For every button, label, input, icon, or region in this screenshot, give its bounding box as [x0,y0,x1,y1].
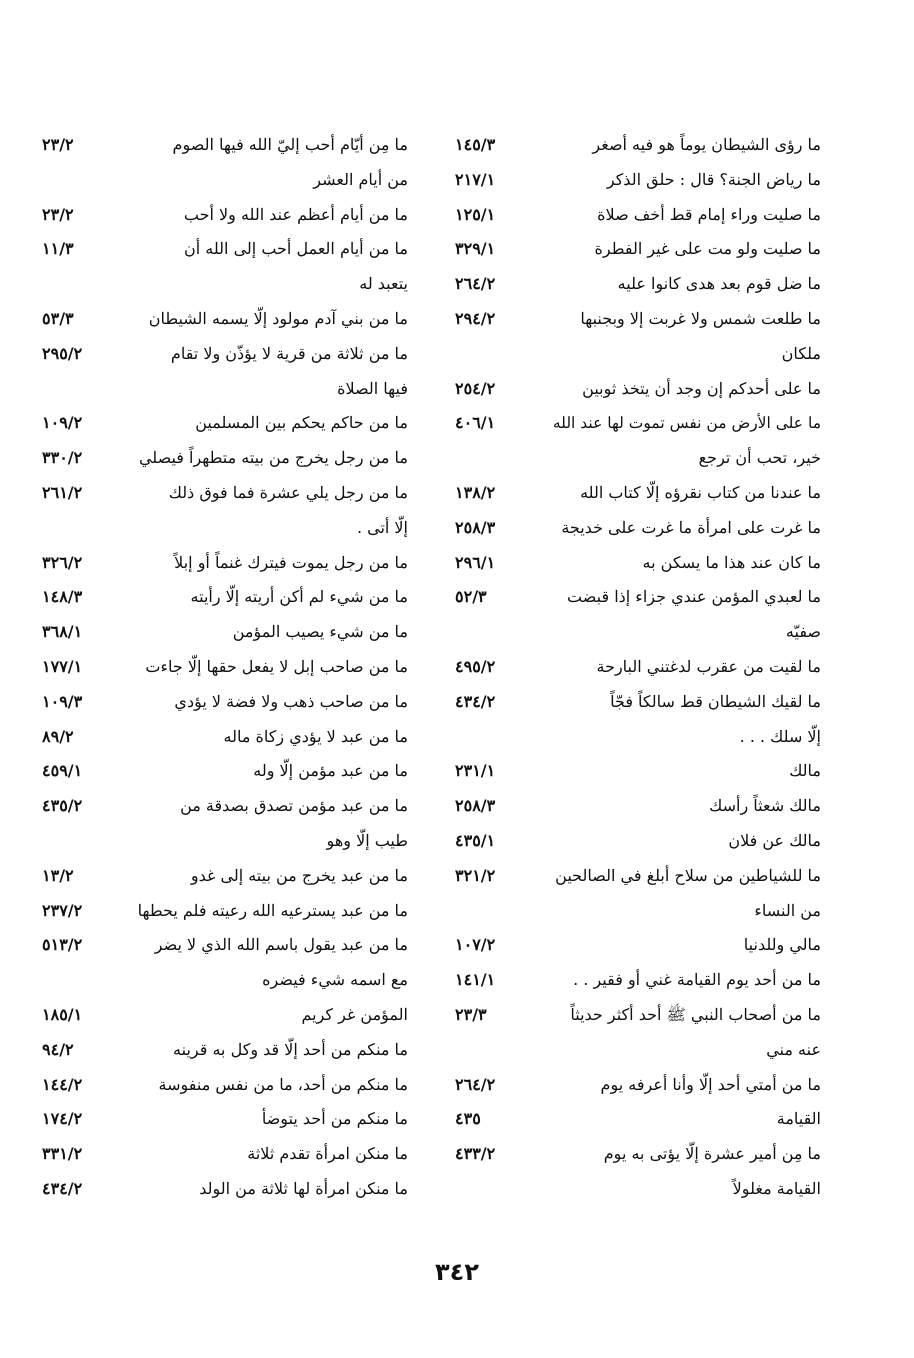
entry-reference: ١٣٨/٢ [455,482,496,502]
index-entry [42,1102,408,1137]
index-entry [42,163,408,198]
entry-reference: ٢٥٨/٣ [455,796,496,816]
index-entry [455,1102,821,1137]
index-entry [42,1137,408,1172]
right-column [455,128,821,1207]
entry-text: ما من صاحب ذهب ولا فضة لا يؤدي [174,691,408,711]
entry-reference: ١٧٧/١ [42,656,83,676]
entry-text: ما من صاحب إبل لا يفعل حقها إلّا جاءت [145,656,408,676]
entry-text: مالي وللدنيا [743,935,821,955]
index-entry [42,824,408,859]
index-entry [455,824,821,859]
index-entry [42,580,408,615]
entry-text: فيها الصلاة [337,378,408,398]
entry-text: ما مِن أيّام أحب إليّ الله فيها الصوم [172,135,408,154]
entry-reference: ١٤٨/٣ [42,587,83,607]
entry-text: ما من عبد يسترعيه الله رعيته فلم يحطها [137,900,408,920]
index-entry [455,1172,821,1207]
index-entry [455,789,821,824]
entry-text: ما كان عند هذا ما يسكن به [642,552,821,572]
index-entry [455,650,821,685]
index-entry [42,337,408,372]
index-entry [42,1172,408,1207]
entry-text: ما من حاكم يحكم بين المسلمين [195,413,408,433]
index-entry [455,963,821,998]
index-entry [42,372,408,407]
index-entry [42,894,408,929]
entry-reference: ٢٥٨/٣ [455,517,496,537]
index-entry [455,1137,821,1172]
entry-text: ما من أيام العمل أحب إلى الله أن [184,239,408,259]
entry-text: ما رؤى الشيطان يوماً هو فيه أصغر [592,135,821,154]
entry-text: ما عندنا من كتاب نقرؤه إلّا كتاب الله [580,482,821,502]
entry-reference: ١٧٤/٢ [42,1109,83,1129]
entry-text: ما صليت وراء إمام قط أخف صلاة [597,204,821,224]
index-entry [455,406,821,441]
entry-text: ما من عبد مؤمن تصدق بصدقة من [180,796,408,816]
index-entry [42,720,408,755]
index-entry [42,406,408,441]
entry-reference: ٥٢/٣ [455,587,487,607]
entry-reference: ٢٣٧/٢ [42,900,83,920]
entry-reference: ٣٢١/٢ [455,865,496,885]
index-entry [42,1068,408,1103]
entry-text: ما منكم من أحد يتوضأ [261,1109,408,1129]
entry-text: ما من أمتي أحد إلّا وأنا أعرفه يوم [600,1074,821,1094]
index-entry [455,580,821,615]
entry-text: ما منكن امرأة لها ثلاثة من الولد [199,1178,408,1198]
entry-reference: ٢٣/٢ [42,135,74,154]
entry-text: ما من أيام أعظم عند الله ولا أحب [183,204,408,224]
entry-text: إلّا أتى . [356,517,408,537]
entry-text: ما رياض الجنة؟ قال : حلق الذكر [606,169,821,189]
index-entry [455,615,821,650]
index-entry [42,441,408,476]
index-entry [455,928,821,963]
index-entry [42,685,408,720]
entry-reference: ٢٥٤/٢ [455,378,496,398]
entry-reference: ٤٣٤/٢ [455,691,496,711]
entry-text: ما لقيك الشيطان قط سالكاً فجّاً [610,691,821,711]
entry-reference: ٣٦٨/١ [42,622,83,642]
index-entry [42,546,408,581]
entry-reference: ١٠٧/٢ [455,935,496,955]
entry-text: ما من عبد لا يؤدي زكاة ماله [223,726,408,746]
entry-text: ما صليت ولو مت على غير الفطرة [594,239,821,259]
entry-text: المؤمن غر كريم [301,1004,408,1024]
index-entry [42,928,408,963]
entry-text: ما من رجل يموت فيترك غنماً أو إبلاً [174,552,408,572]
index-entry [42,998,408,1033]
index-entry [455,302,821,337]
index-entry [42,128,408,163]
index-entry [42,754,408,789]
page-number: ٣٤٢ [435,1258,479,1286]
entry-text: مالك [789,761,821,781]
entry-reference: ٣٣١/٢ [42,1144,83,1164]
entry-text: ما من ثلاثة من قرية لا يؤذّن ولا تقام [170,343,408,363]
entry-reference: ٢٣/٣ [455,1004,487,1024]
entry-text: يتعبد له [359,274,408,294]
entry-text: ما من شيء يصيب المؤمن [232,622,408,642]
entry-text: خير، تحب أن ترجع [698,448,821,468]
entry-reference: ٥٣/٣ [42,308,74,328]
entry-reference: ٢٣١/١ [455,761,496,781]
entry-reference: ١٤٥/٣ [455,135,496,154]
entry-reference: ٢٣/٢ [42,204,74,224]
index-entry [455,441,821,476]
entry-reference: ٤٥٩/١ [42,761,83,781]
entry-text: ما منكم من أحد، ما من نفس منفوسة [158,1074,408,1094]
index-entry [42,615,408,650]
entry-text: مع اسمه شيء فيضره [262,970,408,990]
entry-text: ما منكن امرأة تقدم ثلاثة [247,1144,408,1164]
index-entry [455,476,821,511]
entry-text: ملكان [781,343,821,363]
entry-text: إلّا سلك . . . [739,726,821,746]
index-entry [42,302,408,337]
index-entry [42,511,408,546]
entry-reference: ٤٣٥/٢ [42,796,83,816]
entry-reference: ١١/٣ [42,239,74,259]
entry-text: ما لقيت من عقرب لدغتني البارحة [596,656,821,676]
entry-text: صفيّه [785,622,821,642]
index-entry [455,998,821,1033]
index-entry [42,267,408,302]
entry-text: ما على الأرض من نفس تموت لها عند الله [552,414,821,433]
entry-reference: ٤٠٦/١ [455,413,496,433]
index-entry [455,720,821,755]
entry-text: طيب إلّا وهو [326,830,408,850]
index-entry [455,232,821,267]
entry-text: عنه مني [766,1039,821,1059]
entry-reference: ٤٣٥ [455,1109,481,1129]
index-entry [455,337,821,372]
entry-reference: ٢٩٦/١ [455,552,496,572]
entry-reference: ١٤١/١ [455,970,496,990]
entry-text: ما لعبدي المؤمن عندي جزاء إذا قبضت [567,587,821,607]
entry-text: ما من عبد يخرج من بيته إلى غدو [190,865,408,885]
entry-reference: ١٨٥/١ [42,1004,83,1024]
entry-reference: ٤٣٥/١ [455,830,496,850]
index-entry [42,1033,408,1068]
index-entry [42,232,408,267]
entry-text: ما منكم من أحد إلّا قد وكل به قرينه [173,1039,408,1059]
entry-text: ما مِن أمير عشرة إلّا يؤتى به يوم [603,1144,821,1164]
index-entry [455,859,821,894]
index-entry [42,963,408,998]
entry-reference: ٥١٣/٢ [42,935,83,955]
entry-text: ما من رجل يخرج من بيته متطهراً فيصلي [138,448,408,468]
entry-text: ما على أحدكم إن وجد أن يتخذ ثوبين [582,378,821,398]
entry-text: ما من عبد مؤمن إلّا وله [253,761,408,781]
index-entry [455,372,821,407]
index-entry [455,1068,821,1103]
entry-text: ما طلعت شمس ولا غربت إلا وبجنبها [580,308,821,328]
entry-reference: ٩٤/٢ [42,1039,74,1059]
index-entry [455,198,821,233]
index-entry [455,511,821,546]
index-entry [42,789,408,824]
entry-text: ما من بني آدم مولود إلّا يسمه الشيطان [148,308,408,328]
left-column [42,128,408,1207]
entry-reference: ١٢٥/١ [455,204,496,224]
entry-text: ما غرت على امرأة ما غرت على خديجة [561,517,821,537]
entry-text: ما من رجل يلي عشرة فما فوق ذلك [168,482,408,502]
index-entry [455,267,821,302]
entry-reference: ٢٦٤/٢ [455,274,496,294]
index-entry [455,894,821,929]
entry-text: مالك شعثاً رأسك [709,796,821,816]
entry-reference: ١٠٩/٢ [42,413,83,433]
entry-text: ما من أحد يوم القيامة غني أو فقير . . [573,970,821,990]
index-entry [455,163,821,198]
index-entry [455,546,821,581]
entry-text: من النساء [754,900,821,920]
entry-text: من أيام العشر [313,169,408,189]
index-entry [455,685,821,720]
entry-reference: ٢٩٥/٢ [42,343,83,363]
entry-text: ما من أصحاب النبي ﷺ أحد أكثر حديثاً [570,1004,821,1024]
entry-reference: ٣٣٠/٢ [42,448,83,468]
index-entry [42,198,408,233]
entry-reference: ٣٢٦/٢ [42,552,83,572]
entry-text: مالك عن فلان [728,830,821,850]
index-entry [455,754,821,789]
index-entry [455,128,821,163]
entry-text: ما للشياطين من سلاح أبلغ في الصالحين [555,865,821,885]
entry-text: ما من شيء لم أكن أريته إلّا رأيته [190,587,408,607]
entry-reference: ١٤٤/٢ [42,1074,83,1094]
index-entry [42,476,408,511]
entry-text: القيامة مغلولاً [732,1178,821,1198]
entry-reference: ١٠٩/٣ [42,691,83,711]
entry-reference: ٢١٧/١ [455,169,496,189]
index-entry [42,859,408,894]
entry-reference: ١٣/٢ [42,865,74,885]
entry-reference: ٢٩٤/٢ [455,308,496,328]
entry-reference: ٢٦١/٢ [42,482,83,502]
entry-reference: ٣٢٩/١ [455,239,496,259]
entry-reference: ٨٩/٢ [42,726,74,746]
entry-text: ما ضل قوم بعد هدى كانوا عليه [617,274,821,294]
entry-reference: ٤٣٤/٢ [42,1178,83,1198]
entry-reference: ٢٦٤/٢ [455,1074,496,1094]
entry-text: القيامة [776,1109,821,1129]
index-entry [455,1033,821,1068]
entry-reference: ٤٣٣/٢ [455,1144,496,1164]
index-entry [42,650,408,685]
entry-reference: ٤٩٥/٢ [455,656,496,676]
entry-text: ما من عبد يقول باسم الله الذي لا يضر [154,935,408,955]
